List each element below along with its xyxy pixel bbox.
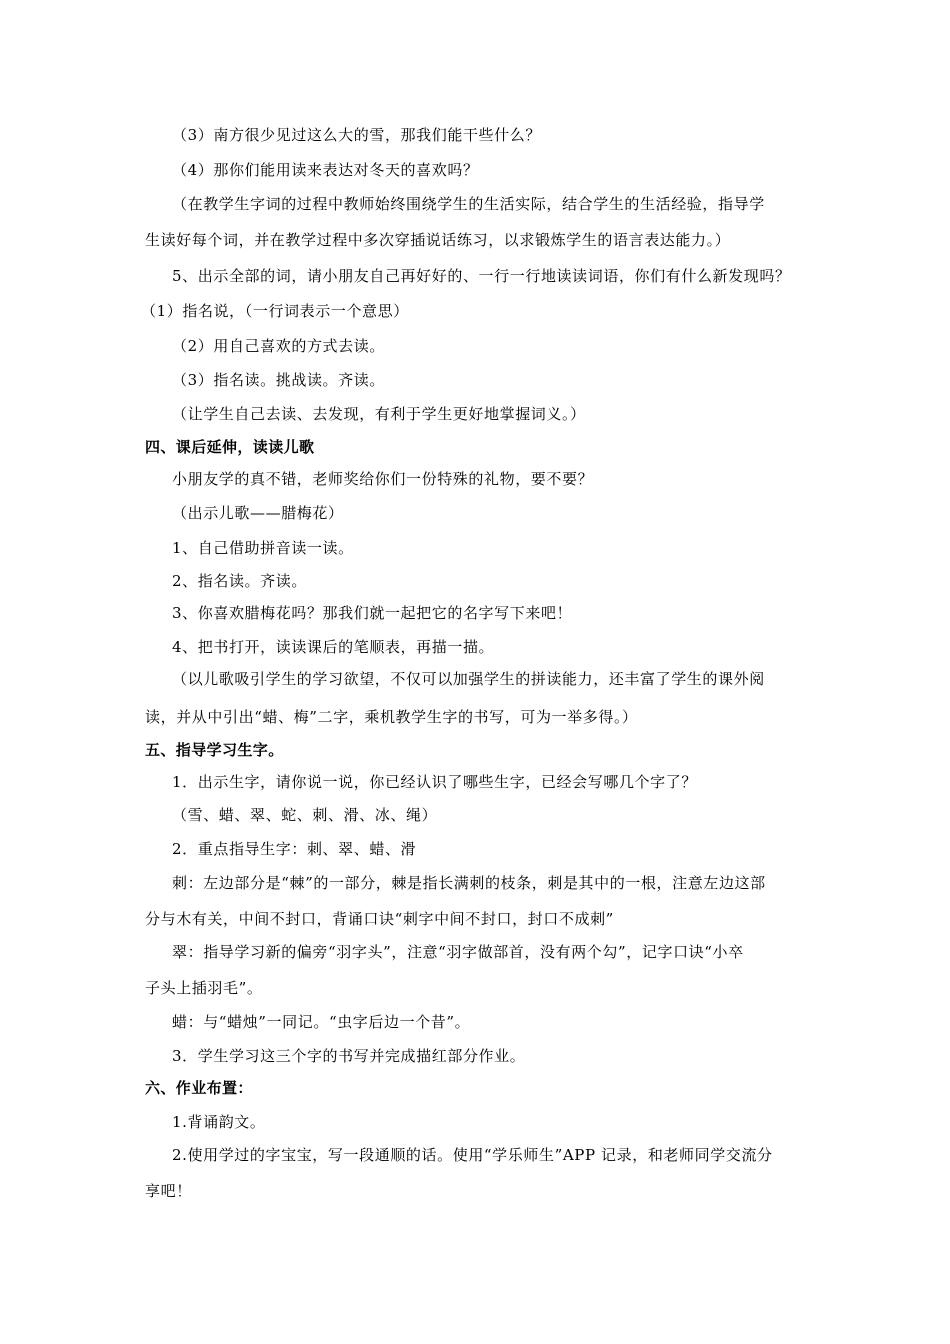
text-line: 蜡：与“蜡烛”一同记。“虫字后边一个昔”。: [172, 1013, 471, 1031]
text-line: （3）指名读。挑战读。齐读。: [172, 371, 385, 389]
text-line: （雪、蜡、翠、蛇、刺、滑、冰、绳）: [172, 806, 438, 824]
text-line: 2、指名读。齐读。: [172, 572, 307, 590]
section-heading: 四、课后延伸，读读儿歌: [145, 438, 315, 456]
text-line: （让学生自己去读、去发现，有利于学生更好地掌握词义。）: [172, 405, 586, 423]
text-line: 翠：指导学习新的偏旁“羽字头”，注意“羽字做部首，没有两个勾”，记字口诀“小卒: [172, 943, 744, 961]
section-heading: 六、作业布置：: [145, 1079, 253, 1097]
text-line: 3．学生学习这三个字的书写并完成描红部分作业。: [172, 1047, 526, 1065]
text-line: 4、把书打开，读读课后的笔顺表，再描一描。: [172, 638, 495, 656]
text-line: 享吧！: [145, 1182, 192, 1200]
text-line: （2）用自己喜欢的方式去读。: [172, 337, 385, 355]
text-line: 读，并从中引出“蜡、梅”二字，乘机教学生字的书写，可为一举多得。）: [145, 708, 638, 726]
text-line: 刺：左边部分是“棘”的一部分，棘是指长满刺的枝条，刺是其中的一根，注意左边这部: [172, 874, 766, 892]
text-line: 生读好每个词，并在教学过程中多次穿插说话练习，以求锻炼学生的语言表达能力。）: [145, 231, 731, 249]
text-line: 子头上插羽毛”。: [145, 979, 263, 997]
text-line: 小朋友学的真不错，老师奖给你们一份特殊的礼物，要不要？: [172, 470, 594, 488]
text-line: （以儿歌吸引学生的学习欲望，不仅可以加强学生的拼读能力，还丰富了学生的课外阅: [172, 670, 765, 688]
text-line: 5、出示全部的词，请小朋友自己再好好的、一行一行地读读词语，你们有什么新发现吗？: [172, 267, 791, 285]
text-line: 2．重点指导生字：刺、翠、蜡、滑: [172, 840, 417, 858]
section-heading: 五、指导学习生字。: [145, 741, 284, 759]
text-line: 2.使用学过的字宝宝，写一段通顺的话。使用“学乐师生”APP 记录，和老师同学交流分: [172, 1146, 773, 1164]
text-line: （在教学生字词的过程中教师始终围绕学生的生活实际，结合学生的生活经验，指导学: [172, 195, 765, 213]
text-line: （1）指名说，（一行词表示一个意思）: [141, 302, 409, 320]
text-line: 3、你喜欢腊梅花吗？那我们就一起把它的名字写下来吧！: [172, 604, 573, 622]
text-line: 1．出示生字，请你说一说，你已经认识了哪些生字，已经会写哪几个字了？: [172, 773, 697, 791]
text-line: 分与木有关，中间不封口，背诵口诀“刺字中间不封口，封口不成刺”: [145, 910, 614, 928]
text-line: 1.背诵韵文。: [172, 1113, 266, 1131]
text-line: （4）那你们能用读来表达对冬天的喜欢吗？: [172, 161, 479, 179]
text-line: 1、自己借助拼音读一读。: [172, 539, 354, 557]
text-line: （3）南方很少见过这么大的雪，那我们能干些什么？: [172, 126, 541, 144]
text-line: （出示儿歌——腊梅花）: [172, 504, 344, 522]
